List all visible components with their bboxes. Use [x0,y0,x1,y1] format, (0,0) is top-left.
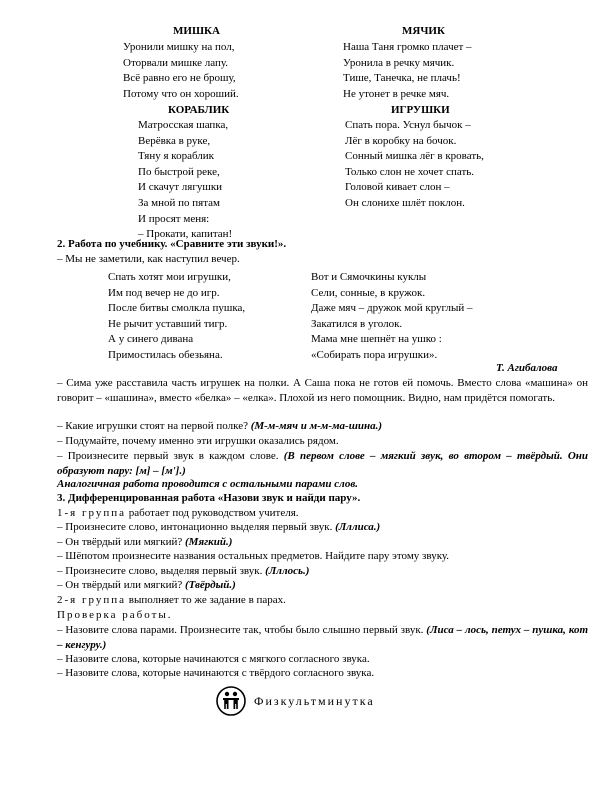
task-line [57,565,309,577]
exercise-figures-icon [216,686,246,716]
poem-line: Матросская шапка, [138,119,229,131]
group-1-label: 1-я группа [57,507,126,519]
poem-myachik [343,40,472,102]
task-answer: (Лллиса.) [335,521,381,533]
check-task-2: – Назовите слова, которые начинаются с мягкого согласного звука. [57,653,370,665]
poem-line: Сели, сонные, в кружок. [311,286,426,299]
poem-line: Оторвали мишке лапу. [123,56,229,69]
question-1 [57,420,382,432]
fizkultminutka-label: Физкультминутка [254,694,375,708]
poem-line: За мной по пятам [138,196,220,209]
poem-line: Не рычит уставший тигр. [108,317,228,330]
section3-heading: 3. Дифференцированная работа «Назови звук и найди пару». [57,492,361,504]
poem-line: Сонный мишка лёг в кровать, [345,150,484,163]
task-text: – Он твёрдый или мягкий? [57,536,185,548]
task-line: – Шёпотом произнесите названия остальных предметов. Найдите пару этому звуку. [57,550,450,562]
poem-korablik [138,118,232,243]
task-text: – Произнесите слово, выделяя первый звук. [57,565,266,577]
poem-line: Спать хотят мои игрушки, [108,271,231,283]
task-text: – Назовите слова парами. Произнесите так, чтобы было слышно первый звук. [57,624,427,636]
task-answer: (Лллось.) [265,565,310,577]
poem-author: Т. Агибалова [496,362,558,374]
poem-line: Потому что он хороший. [123,87,239,100]
poem-line: Уронила в речку мячик. [343,56,455,69]
group-2-label: 2-я группа [57,594,126,606]
poem-line: Им под вечер не до игр. [108,286,220,299]
poem-line: Только слон не хочет спать. [345,165,475,178]
check-task-1 [57,623,588,653]
poem-line: Не утонет в речке мяч. [343,87,450,100]
poem-line: Всё равно его не брошу, [123,72,236,85]
group-2-text: выполняет то же задание в парах. [126,594,286,606]
poem-line: Примостилась обезьяна. [108,348,223,361]
section2-paragraph: – Сима уже расставила часть игрушек на полки. А Саша пока не готов ей помочь. Вместо слова «машина» он говорит – «шашина», вместо «белка» – «елка». Плохой из него помощник. Видно, нам придётся помогать. [57,377,588,404]
poem-line: И скачут лягушки [138,181,223,194]
question-2: – Подумайте, почему именно эти игрушки оказались рядом. [57,435,339,447]
poem-line: Тяну я кораблик [138,150,215,163]
poem-title-korablik: КОРАБЛИК [168,104,230,116]
poem-mishka [123,40,239,102]
poem-line: Верёвка в руке, [138,134,211,147]
poem-line: Даже мяч – дружок мой круглый – [311,302,473,315]
question-answer: (М-м-мяч и м-м-ма-шина.) [250,420,382,432]
poem-title-myachik: МЯЧИК [402,25,445,37]
question-3 [57,449,588,479]
poem-line: Спать пора. Уснул бычок – [345,119,471,131]
poem-line: Уронили мишку на пол, [123,41,235,53]
poem-line: Тише, Танечка, не плачь! [343,72,461,85]
task-line [57,536,232,548]
poem-line: Головой кивает слон – [345,181,450,194]
section2-heading: 2. Работа по учебнику. «Сравните эти звуки!». [57,238,287,250]
section2-intro: – Мы не заметили, как наступил вечер. [57,253,240,265]
question-text: – Произнесите первый звук в каждом слове. [57,450,284,462]
poem-title-mishka: МИШКА [173,25,220,37]
poem-title-igrushki: ИГРУШКИ [391,104,450,116]
check-label: Проверка работы. [57,609,173,621]
poem-line: Он слонихе шлёт поклон. [345,196,465,209]
task-line [57,579,236,591]
poem-line: – Прокати, капитан! [138,228,233,241]
poem-line: «Собирать пора игрушки». [311,348,438,361]
task-answer: (Мягкий.) [185,536,233,548]
check-task-3: – Назовите слова, которые начинаются с твёрдого согласного звука. [57,667,375,679]
poem-line: Вот и Сямочкины куклы [311,271,427,283]
poem-evening-right [311,270,473,364]
poem-line: А у синего дивана [108,333,194,346]
poem-line: И просят меня: [138,212,210,225]
poem-line: По быстрой реке, [138,165,220,178]
poem-line: Мама мне шепнёт на ушко : [311,333,442,346]
group-1-line [57,507,299,519]
poem-line: После битвы смолкла пушка, [108,302,246,315]
task-text: – Он твёрдый или мягкий? [57,579,185,591]
poem-line: Закатился в уголок. [311,317,403,330]
group-2-line [57,594,286,606]
poem-line: Лёг в коробку на бочок. [345,134,457,147]
question-answer: (В первом слове – мягкий звук, во втором – твёрдый. Они образуют пару: [м] – [м'].) [57,450,589,477]
poem-line: Наша Таня громко плачет – [343,41,472,53]
section2-note: Аналогичная работа проводится с остальными парами слов. [57,478,358,490]
task-answer: (Твёрдый.) [185,579,236,591]
poem-igrushki [345,118,484,212]
task-line [57,521,380,533]
task-answer: (Лиса – лось, петух – пушка, кот – кенгуру.) [57,624,589,651]
group-1-text: работает под руководством учителя. [126,507,299,519]
task-text: – Произнесите слово, интонационно выделяя первый звук. [57,521,336,533]
question-text: – Какие игрушки стоят на первой полке? [57,420,251,432]
poem-evening-left [108,270,245,364]
